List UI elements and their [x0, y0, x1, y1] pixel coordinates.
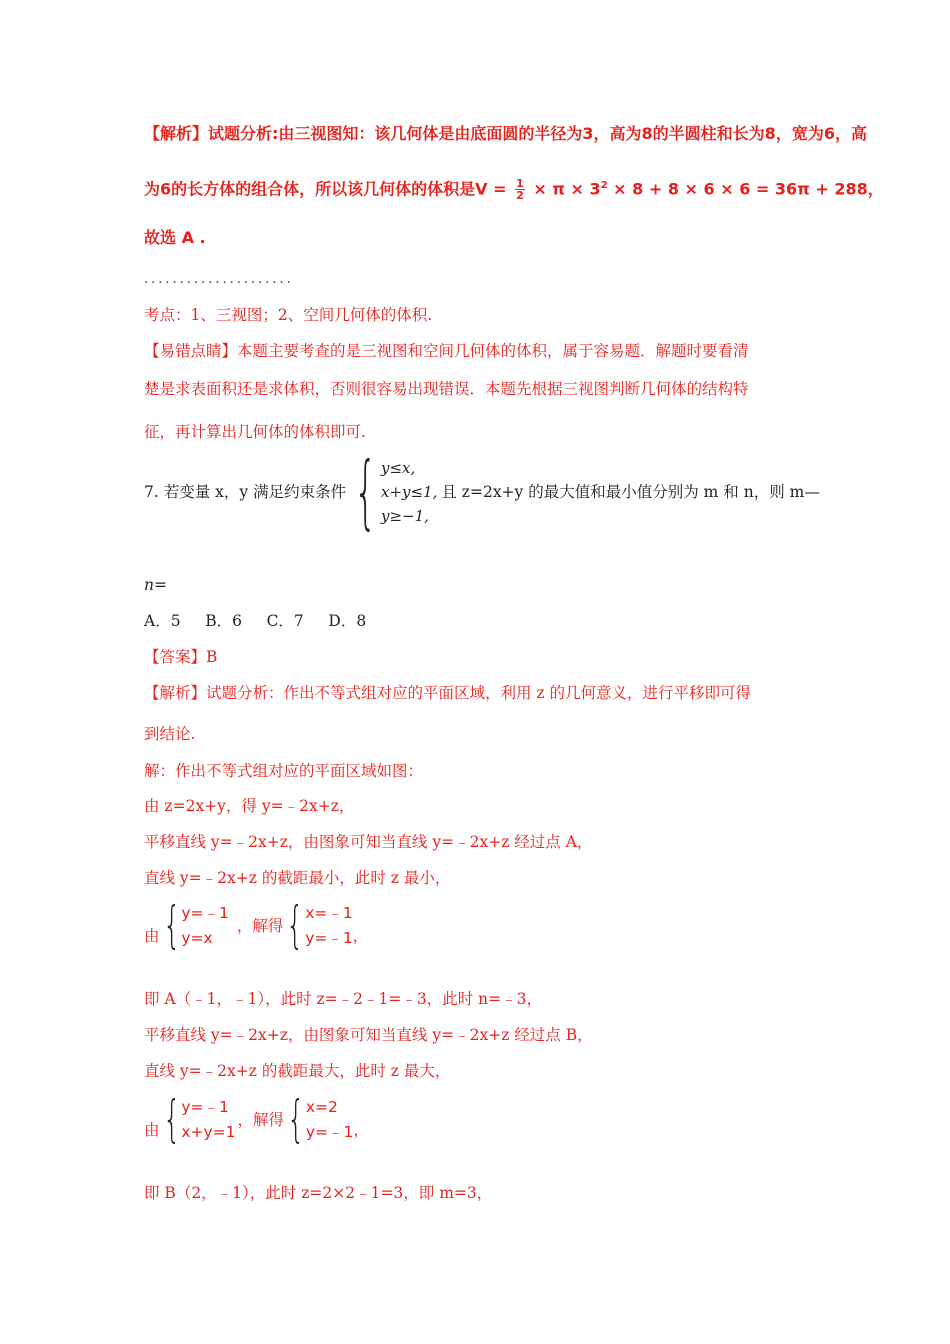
- system-b-left: { y=﹣1 x+y=1: [162, 1090, 236, 1148]
- system-b-eq1: y=﹣1: [181, 1098, 229, 1116]
- question7-line1: 7. 若变量 x，y 满足约束条件 { y≤x, x+y≤1, y≥−1, 且 z=2x+y 的最大值和最小值分别为 m 和 n，则 m—: [144, 445, 820, 538]
- analysis2-line2: 到结论.: [144, 725, 196, 743]
- yicuo-line1: 【易错点睛】本题主要考查的是三视图和空间几何体的体积，属于容易题．解题时要看清: [144, 342, 749, 360]
- fraction-one-half: $\frac{1}{2}$: [516, 177, 524, 203]
- system-a-right: { x=﹣1 y=﹣1: [286, 896, 353, 954]
- solution-line5: 即 A（﹣1，﹣1），此时 z=﹣2﹣1=﹣3，此时 n=﹣3，: [144, 990, 543, 1008]
- solution-line2: 由 z=2x+y，得 y=﹣2x+z，: [144, 797, 355, 815]
- system-b-line: 由 { y=﹣1 x+y=1 ，解得 { x=2 y=﹣1 ，: [144, 1090, 369, 1148]
- kaodian-line: 考点：1、三视图；2、空间几何体的体积.: [144, 306, 433, 324]
- system-a-eq2: y=x: [181, 929, 213, 947]
- question7-line2: n=: [144, 576, 167, 594]
- analysis1-line1: 【解析】试题分析:由三视图知：该几何体是由底面圆的半径为3，高为8的半圆柱和长为8，宽为6，高: [144, 124, 867, 143]
- system-b-res2: y=﹣1: [305, 1123, 354, 1141]
- analysis1-line3: 故选 A .: [144, 228, 206, 247]
- solution-line7: 直线 y=﹣2x+z 的截距最大，此时 z 最大，: [144, 1062, 451, 1080]
- constraint-3: y≥−1,: [380, 507, 429, 525]
- system-a-res1: x=﹣1: [305, 904, 353, 922]
- solution-line3: 平移直线 y=﹣2x+z，由图象可知当直线 y=﹣2x+z 经过点 A，: [144, 833, 593, 851]
- system-b-right: { x=2 y=﹣1: [287, 1090, 354, 1148]
- solution-line1: 解：作出不等式组对应的平面区域如图：: [144, 762, 424, 780]
- analysis1-line2: 为6的长方体的组合体，所以该几何体的体积是V = $\frac{1}{2}$ × $\pi \times 3^2 \times 8 + 8 \times 6 \times 6 = 36\pi + 288$，: [144, 177, 884, 203]
- separator-dots: .....................: [144, 272, 294, 287]
- left-brace: {: [354, 445, 377, 538]
- analysis2-line1: 【解析】试题分析：作出不等式组对应的平面区域，利用 z 的几何意义，进行平移即可得: [144, 684, 752, 702]
- answer-line: 【答案】B: [144, 648, 218, 666]
- system-b-res1: x=2: [305, 1098, 338, 1116]
- solution-line8: 即 B（2，﹣1），此时 z=2×2﹣1=3，即 m=3，: [144, 1184, 493, 1202]
- system-a-left: { y=﹣1 y=x: [162, 896, 229, 954]
- system-b-eq2: x+y=1: [181, 1123, 236, 1141]
- system-a-eq1: y=﹣1: [181, 904, 229, 922]
- constraint-1: y≤x,: [380, 459, 416, 477]
- system-a-line: 由 { y=﹣1 y=x ，解得 { x=﹣1 y=﹣1 ，: [144, 896, 369, 954]
- constraint-2: x+y≤1,: [380, 483, 438, 501]
- yicuo-line3: 征，再计算出几何体的体积即可.: [144, 423, 366, 441]
- yicuo-line2: 楚是求表面积还是求体积，否则很容易出现错误．本题先根据三视图判断几何体的结构特: [144, 380, 749, 398]
- system-a-res2: y=﹣1: [305, 929, 353, 947]
- constraint-system: [350, 445, 438, 538]
- question7-options: A．5 B．6 C．7 D．8: [144, 612, 367, 630]
- solution-line4: 直线 y=﹣2x+z 的截距最小，此时 z 最小，: [144, 869, 451, 887]
- solution-line6: 平移直线 y=﹣2x+z，由图象可知当直线 y=﹣2x+z 经过点 B，: [144, 1026, 593, 1044]
